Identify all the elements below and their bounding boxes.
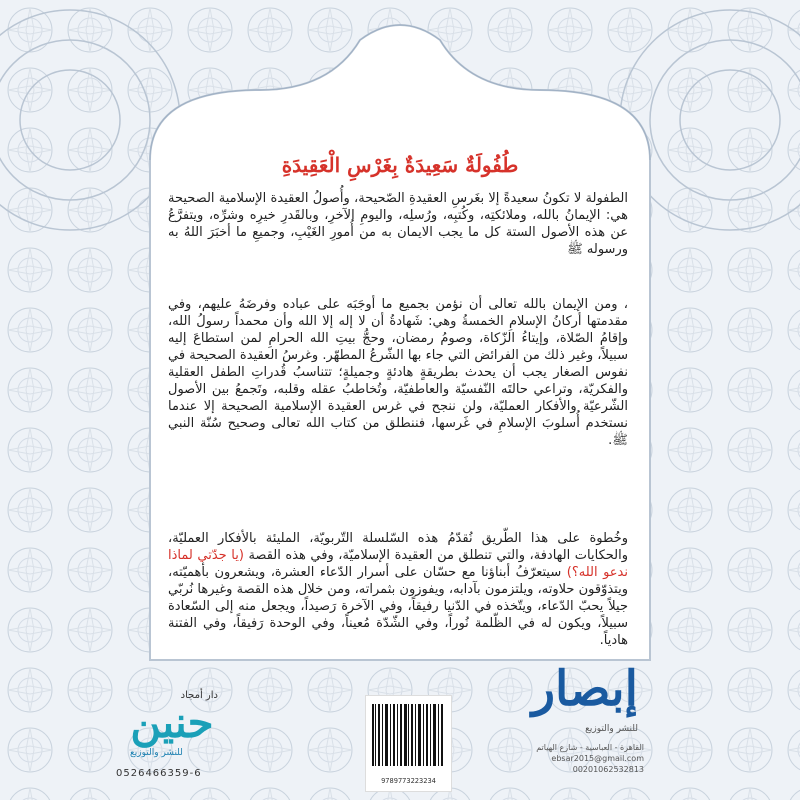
intro-text: الطفولة لا تكونُ سعيدةً إلا بغَرسِ العقيدةِ الصّحيحة، وأُصولُ العقيدة الإسلامية الصحيحة هي: الإيمانُ بالله، وملائكتِه، وكُتبِه، ورُسلِه، واليومِ الآخرِ، وبالقَدرِ خيرِه وشرِّه، ويتفرَّعُ عن هذه الأصول الستة كل ما يجب الايمان به من أُمورِ الغَيْبِ، وجميعِ ما أخبَرَ اللهُ به ورسوله ﷺ (168, 191, 628, 257)
publisher-logo-right (520, 650, 650, 790)
barcode-bars (372, 704, 445, 766)
publisher-right-phone: 00201062532813 (572, 765, 644, 774)
series-rest: سيتعرّفُ أبناؤنا مع حسّان على أسرار الدّعاء العشرة، ويشعرون بأهميّته، ويتذوّقون حلاوته، ويلتزمون بآدابه، ويفوزون بثمراته، ومن خلال هذه القصة وغيرها نُربّي جيلاً يحبّ الدّعاء، ويتّخذه في الدّنيا رفيقاً، وفي الآخرة رَصيداً، ويجعل منه إلى السّعادة سبيلاً، ويكون له في الظّلمة نُوراً، وفي الشّدّة مُعيناً، وفي الوحدة رَفيقاً، وفي الفتنة هادياً. (168, 565, 628, 648)
publisher-left-phone: 0526466359-6 (116, 768, 202, 779)
series-paragraph (168, 530, 628, 649)
publisher-right-tagline: للنشر والتوزيع (585, 724, 638, 734)
barcode (365, 695, 452, 792)
publisher-right-email: ebsar2015@gmail.com (551, 754, 644, 763)
publisher-right-address: القاهرة - العباسية - شارع الهياتم (536, 743, 644, 752)
publisher-left-top: دار أمجاد (180, 690, 218, 701)
publisher-left-tagline: للنشر والتوزيع (130, 748, 183, 758)
faith-paragraph: ، ومن الإيمان بالله تعالى أن نؤمن بجميع ما أوجَبَه على عباده وفرضَهُ عليهم، وفي مقدمتها أركانُ الإسلامِ الخمسةُ وهي: شَهادةُ أن لا إله إلا الله وأن محمداً رسولُ الله، وإقامُ الصّلاة، وإيتاءُ الزّكاة، وصومُ رمضان، وحجُّ بيتِ الله الحرامِ لمن استطاعَ إليه سبيلاً، وغير ذلك من الفرائض التي جاء بها الشّرعُ المطهّر. وغرسُ العقيدة الصحيحة في نفوس الصغار يجب أن يحدث بطريقةٍ هادئةٍ وجميلةٍ؛ تتناسبُ قُدراتِ الطفل العقلية والفكريّة، وتراعي حالتَه النّفسيّة والعاطفيّة، وتُخاطبُ عقله وقلبه، وتَجمعُ بين الأصول الشّرعيّة والأفكار العمليّة، ولن ننجح في غرس العقيدة الإسلامية الصحيحة إلا عندما نستخدم أُسلوبَ الإسلامِ في غَرسها، فننطلق من كتاب الله تعالى وصحيح سُنّة النبي ﷺ. (168, 297, 628, 448)
barcode-number: 9789773223234 (381, 777, 436, 785)
publisher-left-name: حنين (130, 698, 214, 747)
publisher-right-contact (520, 742, 644, 775)
book-title: طُفُولَةٌ سَعِيدَةٌ بِغَرْسِ الْعَقِيدَةِ (281, 153, 519, 177)
publisher-right-name: إبصار (531, 661, 638, 717)
series-intro: وخُطوة على هذا الطّريق نُقدّمُ هذه السّلسلة التّربويّة، المليئة بالأفكار العمليّة، والحكايات الهادفة، والتي تنطلق من العقيدة الإسلاميّة، وفي هذه القصة (168, 531, 628, 563)
intro-paragraph (168, 190, 628, 258)
publisher-logo-left (112, 690, 232, 790)
story-name: (يا جدّتي لماذا ندعو الله؟) (168, 548, 628, 580)
